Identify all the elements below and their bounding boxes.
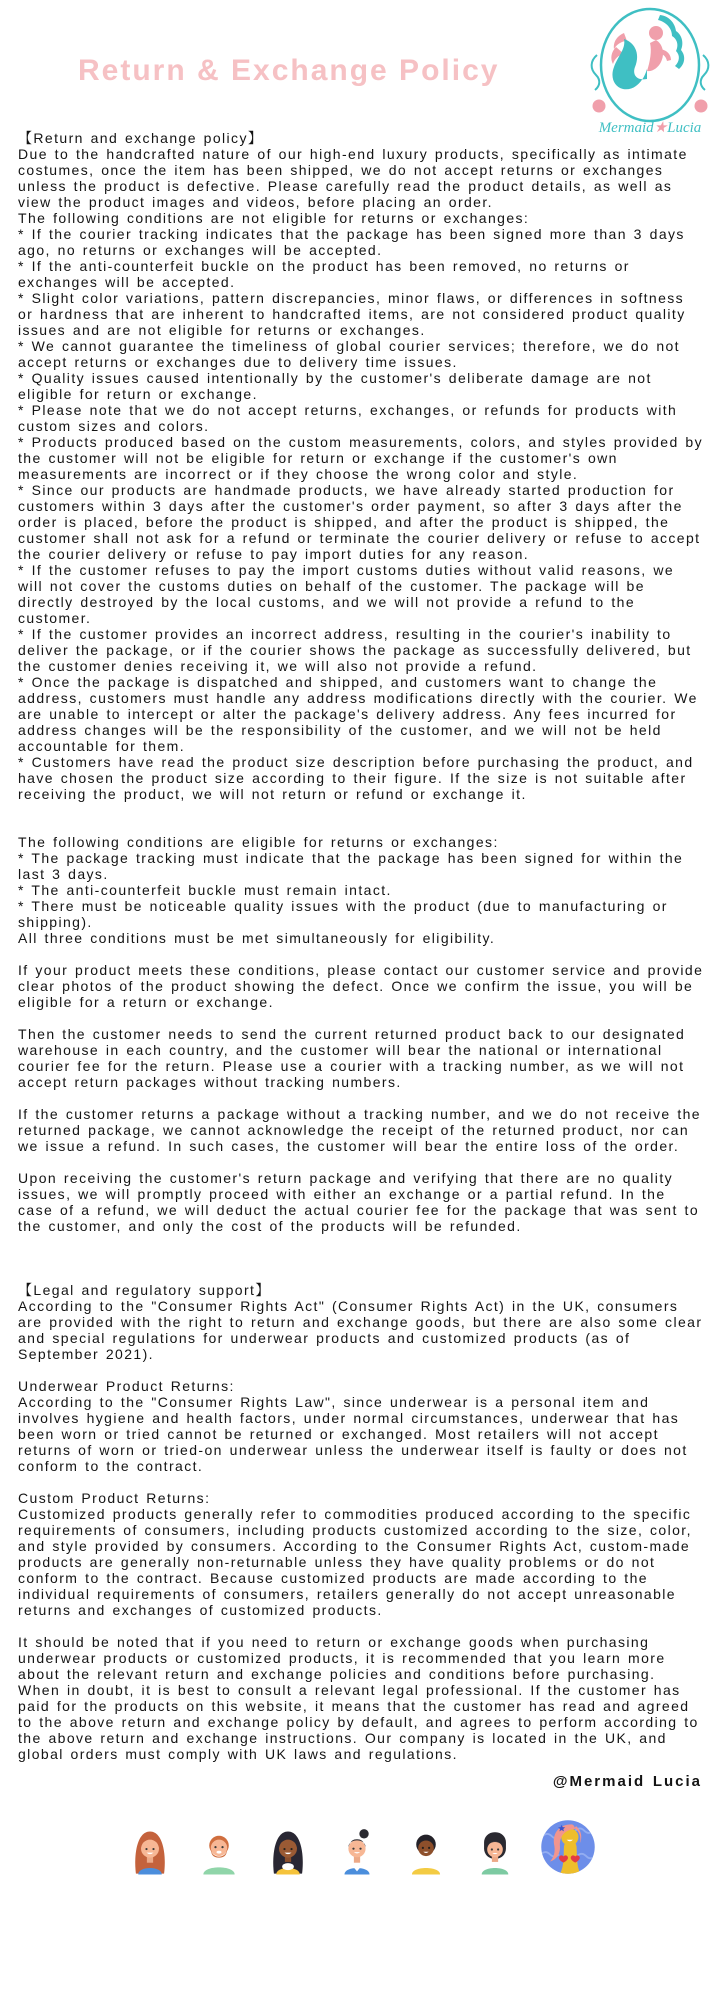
- policy-body: [18, 130, 704, 1762]
- policy-line: * If the courier tracking indicates that the package has been signed more than 3 days ago, no returns or exchanges will be accepted.: [18, 226, 685, 258]
- avatar-row: [18, 1818, 704, 1876]
- policy-content: [18, 130, 704, 1876]
- policy-block: [18, 130, 704, 802]
- policy-block: [18, 962, 704, 1010]
- policy-block: [18, 1170, 704, 1234]
- policy-line: 【Legal and regulatory support】: [18, 1282, 271, 1298]
- policy-line: * Since our products are handmade products, we have already started production for customers within 3 days after the customer's order payment, so after 3 days after the order is placed, before the product is shipped, and after the product is shipped, the customer shall not ask for a refund or terminate the courier delivery or refuse to accept the courier delivery or refuse to pay import duties for any reason.: [18, 482, 701, 562]
- policy-line: Underwear Product Returns:: [18, 1378, 235, 1394]
- policy-line: * Once the package is dispatched and shipped, and customers want to change the address, customers must handle any address modifications directly with the courier. We are unable to intercept or alter the package's delivery address. Any fees incurred for address changes will be the responsibility of the customer, and we will not be held accountable for them.: [18, 674, 698, 754]
- policy-line: According to the "Consumer Rights Act" (Consumer Rights Act) in the UK, consumers are provided with the right to return and exchange goods, but there are also some clear and special regulations for underwear products and customized products (as of September 2021).: [18, 1298, 703, 1362]
- policy-line: If your product meets these conditions, please contact our customer service and provide clear photos of the product showing the defect. Once we confirm the issue, you will be eligible for a return or exchange.: [18, 962, 704, 1010]
- policy-line: * The package tracking must indicate that the package has been signed for within the last 3 days.: [18, 850, 684, 882]
- policy-block: [18, 1378, 704, 1474]
- policy-block: [18, 1026, 704, 1090]
- policy-line: It should be noted that if you need to return or exchange goods when purchasing underwear products or customized products, it is recommended that you learn more about the relevant return and exchange policies and conditions before purchasing. When in doubt, it is best to consult a relevant legal professional. If the customer has paid for the products on this website, it means that the customer has read and agreed to the above return and exchange policy by default, and agrees to perform according to the above return and exchange instructions. Our company is located in the UK, and global orders must comply with UK laws and regulations.: [18, 1634, 699, 1762]
- policy-line: * Quality issues caused intentionally by the customer's deliberate damage are not eligible for return or exchange.: [18, 370, 652, 402]
- avatar-woman-bob-hair-icon: [470, 1826, 520, 1876]
- policy-line: * If the anti-counterfeit buckle on the product has been removed, no returns or exchanges will be accepted.: [18, 258, 630, 290]
- brand-logo: [583, 3, 717, 139]
- policy-line: * There must be noticeable quality issues with the product (due to manufacturing or shipping).: [18, 898, 668, 930]
- policy-block: [18, 1282, 704, 1362]
- policy-block: [18, 834, 704, 946]
- policy-line: The following conditions are eligible for returns or exchanges:: [18, 834, 499, 850]
- svg-text:Mermaid★Lucia: Mermaid★Lucia: [598, 120, 702, 136]
- policy-line: * The anti-counterfeit buckle must remain intact.: [18, 882, 392, 898]
- policy-line: Due to the handcrafted nature of our high-end luxury products, specifically as intimate costumes, once the item has been shipped, we do not accept returns or exchanges unless the product is defective. Please carefully read the product details, as well as view the product images and videos, before placing an order.: [18, 146, 688, 210]
- policy-line: If the customer returns a package without a tracking number, and we do not receive the returned package, we cannot acknowledge the receipt of the returned product, nor can we issue a refund. In such cases, the customer will bear the entire loss of the order.: [18, 1106, 701, 1154]
- policy-line: * Customers have read the product size description before purchasing the product, and have chosen the product size according to their figure. If the size is not suitable after receiving the product, we will not return or refund or exchange it.: [18, 754, 694, 802]
- policy-line: Customized products generally refer to commodities produced according to the specific requirements of consumers, including products customized according to the size, color, and style provided by consumers. According to the Consumer Rights Act, custom-made products are generally non-returnable unless they have quality problems or do not conform to the contract. Because customized products are made according to the individual requirements of consumers, retailers generally do not accept unreasonable returns and exchanges of customized products.: [18, 1506, 692, 1618]
- mermaid-lucia-logo-icon: [583, 3, 717, 139]
- policy-line: According to the "Consumer Rights Law", since underwear is a personal item and involves hygiene and health factors, under normal circumstances, underwear that has been worn or tried cannot be returned or exchanged. Most retailers will not accept returns of worn or tried-on underwear unless the underwear itself is faulty or does not conform to the contract.: [18, 1394, 688, 1474]
- avatar-woman-long-red-hair-icon: [125, 1826, 175, 1876]
- policy-line: The following conditions are not eligible for returns or exchanges:: [18, 210, 530, 226]
- policy-line: * If the customer refuses to pay the import customs duties without valid reasons, we will not cover the customs duties on behalf of the customer. The package will be directly destroyed by the local customs, and we will not provide a refund to the customer.: [18, 562, 675, 626]
- page-title: Return & Exchange Policy: [78, 54, 500, 87]
- policy-line: * Slight color variations, pattern discrepancies, minor flaws, or differences in softness or hardness that are inherent to handcrafted items, are not considered product quality issues and are not eligible for returns or exchanges.: [18, 290, 686, 338]
- policy-line: * We cannot guarantee the timeliness of global courier services; therefore, we do not accept returns or exchanges due to delivery time issues.: [18, 338, 680, 370]
- policy-block: [18, 1106, 704, 1154]
- policy-line: Then the customer needs to send the current returned product back to our designated warehouse in each country, and the customer will bear the national or international courier fee for the return. Please use a courier with a tracking number, as we will not accept return packages without tracking numbers.: [18, 1026, 686, 1090]
- policy-line: Upon receiving the customer's return package and verifying that there are no quality issues, we will promptly proceed with either an exchange or a partial refund. In the case of a refund, we will deduct the actual courier fee for the package that was sent to the customer, and only the cost of the products will be refunded.: [18, 1170, 700, 1234]
- policy-block: [18, 1490, 704, 1618]
- policy-line: * Products produced based on the custom measurements, colors, and styles provided by the customer will not be eligible for return or exchange if the customer's own measurements are incorrect or if they choose the wrong color and style.: [18, 434, 704, 482]
- avatar-man-short-afro-icon: [401, 1826, 451, 1876]
- avatar-mermaid-icon: [539, 1818, 597, 1876]
- avatar-woman-long-dark-hair-icon: [263, 1826, 313, 1876]
- avatar-man-red-beard-icon: [194, 1826, 244, 1876]
- signature: @Mermaid Lucia: [552, 1773, 702, 1790]
- policy-line: * If the customer provides an incorrect address, resulting in the courier's inability to deliver the package, or if the courier shows the package as successfully delivered, but the customer denies receiving it, we will also not provide a refund.: [18, 626, 692, 674]
- policy-line: * Please note that we do not accept returns, exchanges, or refunds for products with custom sizes and colors.: [18, 402, 678, 434]
- policy-block: [18, 1634, 704, 1762]
- avatar-woman-hair-bun-icon: [332, 1826, 382, 1876]
- policy-line: 【Return and exchange policy】: [18, 130, 264, 146]
- policy-line: All three conditions must be met simultaneously for eligibility.: [18, 930, 496, 946]
- policy-line: Custom Product Returns:: [18, 1490, 211, 1506]
